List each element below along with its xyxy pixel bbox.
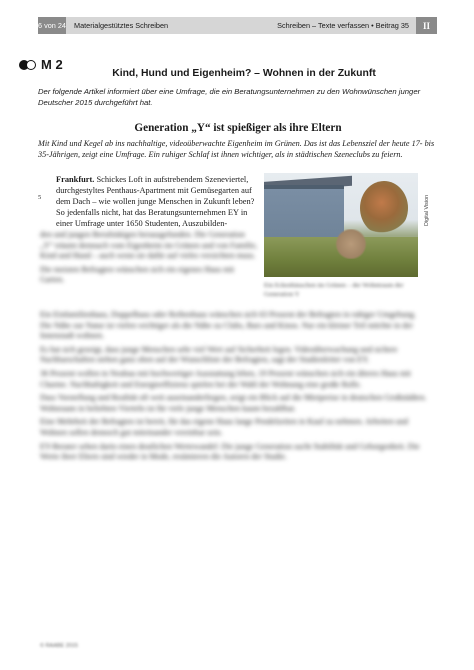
photo-credit: Digital Vision <box>424 194 430 226</box>
blurred-body-full <box>40 310 428 466</box>
body-text: Schickes Loft in aufstrebendem Szeneviertel, durchgestyltes Penthaus-Apartment mit Gemüsegarten auf dem Dach – wie wollen junge Menschen in Zukunft leben? So jedenfalls nicht, hat das Beratungsunternehmen EY in einer Umfrage unter 1650 Studenten, Auszubilden- <box>56 175 255 228</box>
page-indicator: 6 von 24 <box>38 17 66 34</box>
blurred-paragraph: Es hat sich gezeigt, dass junge Menschen sehr viel Wert auf Sicherheit legen. Videoüberwachung und sichere Nachbarschaften stehen ganz oben auf der Wunschliste der Befragten, sagt der Studienleiter von EY. <box>40 344 398 365</box>
module-badge <box>19 57 63 72</box>
ring-circle-icon <box>26 60 36 70</box>
page-header <box>38 17 437 34</box>
section-roman-numeral: II <box>416 17 437 34</box>
header-left-label: Materialgestütztes Schreiben <box>66 17 277 34</box>
blurred-paragraph: den und jungen Berufstätigen herausgefunden. Die Generation „Y“ träumt demnach vom Eigenheim im Grünen und von Familie, Kind und Hund – auch wenn sie dafür auf vieles verzichten muss. <box>40 230 258 261</box>
blurred-paragraph: Die meisten Befragten wünschen sich ein eigenes Haus mit Garten. <box>40 264 235 285</box>
blurred-paragraph: Eine Mehrheit der Befragten ist bereit, für das eigene Haus lange Pendelzeiten in Kauf zu nehmen. Arbeiten und Wohnen sollen dennoch gut miteinander vereinbar sein. <box>40 417 409 437</box>
header-right-label: Schreiben – Texte verfassen • Beitrag 35 <box>277 17 416 34</box>
line-number: 5 <box>38 194 42 201</box>
article-intro: Der folgende Artikel informiert über eine Umfrage, die ein Beratungsunternehmen zu den Wohnwünschen junger Deutscher 2015 durchgeführt hat. <box>38 87 421 107</box>
blurred-paragraph: EY-Berater sehen darin einen deutlichen Wertewandel: Die junge Generation sucht Stabilität und Geborgenheit. Die Werte ihrer Eltern sind wieder in Mode, resümieren die Autoren der Studie. <box>40 441 420 462</box>
article-body-visible <box>56 174 262 229</box>
dateline: Frankfurt. <box>56 175 95 184</box>
module-label: M 2 <box>41 57 63 72</box>
blurred-paragraph: 36 Prozent wollen in Neubau mit hochwertiger Ausstattung leben, 19 Prozent wünschen sich ein älteres Haus mit Charme. Nachhaltigkeit und Energieeffizienz spielen bei der Wahl der Wohnung eine große Rolle. <box>40 368 411 389</box>
article-photo <box>264 173 418 277</box>
page-footer: © RAABE 2015 <box>40 643 78 649</box>
blurred-paragraph: Dass Vorstellung und Realität oft weit auseinanderliegen, zeigt ein Blick auf die Mietpreise in deutschen Großstädten. Wohnraum in beliebten Vierteln ist für viele junge Menschen kaum bezahlbar. <box>40 393 427 413</box>
photo-caption: Ein Eckenhäuschen im Grünen – der Wohntraum der Generation Y <box>264 282 404 298</box>
blurred-paragraph: Ein Einfamilienhaus, Doppelhaus oder Reihenhaus wünschen sich 63 Prozent der Befragten in ruhiger Umgebung. Die Nähe zur Natur ist vielen wichtiger als die Nähe zu Clubs, Bars und Kinos. Nur ein kleiner Teil möchte in der Innenstadt wohnen. <box>40 310 416 341</box>
blurred-body-right <box>40 230 258 289</box>
article-subheading: Generation „Y“ ist spießiger als ihre Eltern <box>134 122 342 134</box>
article-title: Kind, Hund und Eigenheim? – Wohnen in der Zukunft <box>112 68 376 79</box>
article-teaser: Mit Kind und Kegel ab ins nachhaltige, videoüberwachte Eigenheim im Grünen. Das ist das Lebensziel der heute 17- bis 35-Jährigen, zeigt eine Umfrage. Ein ruhiger Schlaf ist ihnen wichtiger, als in städtischen Szeneclubs zu feiern. <box>38 139 435 159</box>
